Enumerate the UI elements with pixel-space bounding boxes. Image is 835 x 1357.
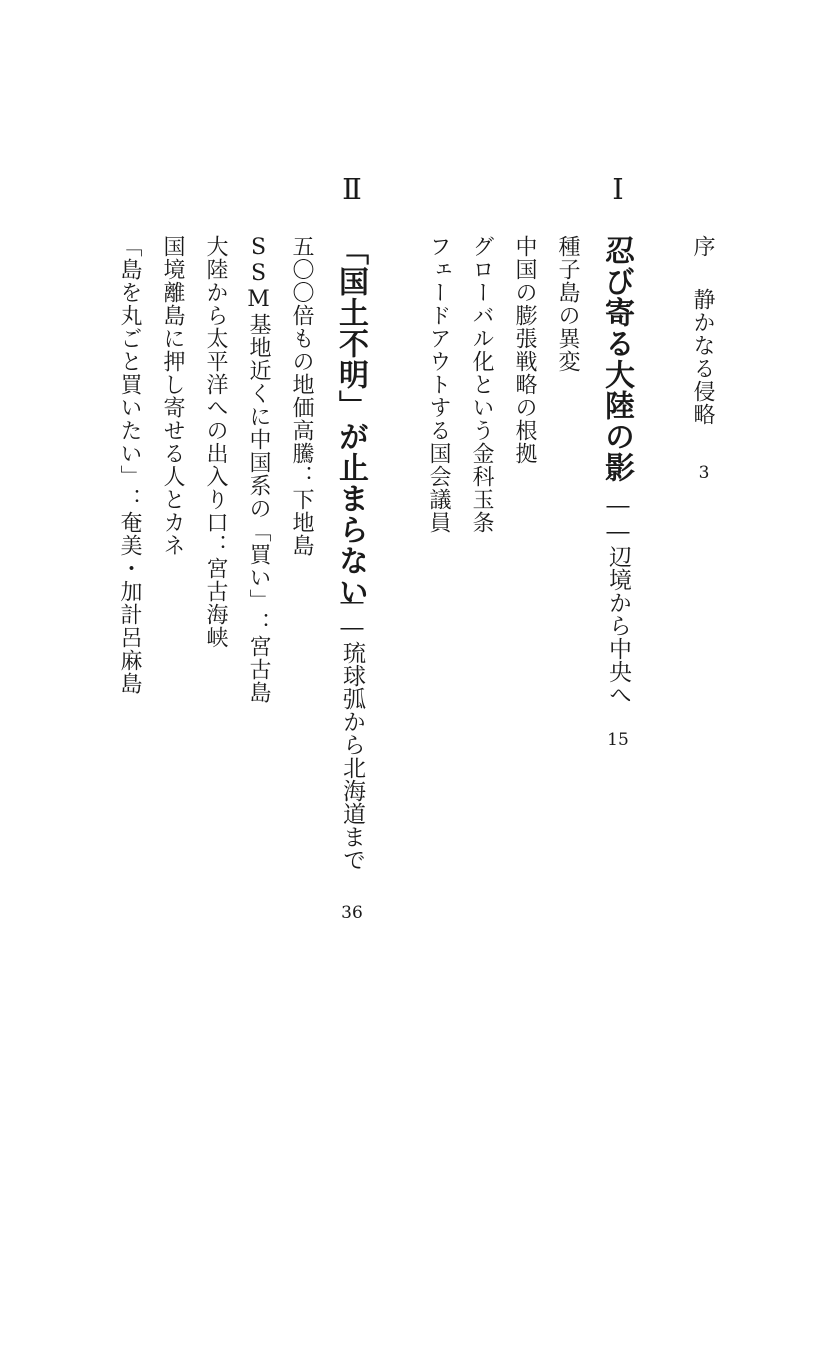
preface-page-number: 3 xyxy=(698,463,710,483)
part-2-section-1: 五〇〇倍もの地価高騰：下地島 xyxy=(289,235,314,557)
part-2-page-number: 36 xyxy=(341,903,363,923)
part-1-section-2: 中国の膨張戦略の根拠 xyxy=(512,235,537,465)
part-1-title: 忍び寄る大陸の影 xyxy=(599,235,634,483)
part-2-section-4: 国境離島に押し寄せる人とカネ xyxy=(160,235,185,557)
part-1-page-number: 15 xyxy=(607,730,629,750)
preface-title: 静かなる侵略 xyxy=(690,288,715,426)
part-2-section-5: 「島を丸ごと買いたい」：奄美・加計呂麻島 xyxy=(117,235,142,695)
part-2-numeral: Ⅱ xyxy=(342,174,362,206)
part-1-section-3: グローバル化という金科玉条 xyxy=(469,235,494,534)
part-2-subtitle: ――琉球弧から北海道まで xyxy=(339,589,365,871)
part-2-section-3: 大陸から太平洋への出入り口：宮古海峡 xyxy=(203,235,228,649)
part-1-numeral: Ⅰ xyxy=(612,174,624,206)
preface-label: 序 xyxy=(690,235,715,258)
part-1-subtitle: ――辺境から中央へ xyxy=(605,493,631,706)
part-2-section-2: SSM基地近くに中国系の「買い」：宮古島 xyxy=(246,235,271,704)
part-1-section-4: フェードアウトする国会議員 xyxy=(426,235,451,534)
part-2-title: 「国土不明」が止まらない xyxy=(333,235,368,607)
part-1-section-1: 種子島の異変 xyxy=(555,235,580,373)
